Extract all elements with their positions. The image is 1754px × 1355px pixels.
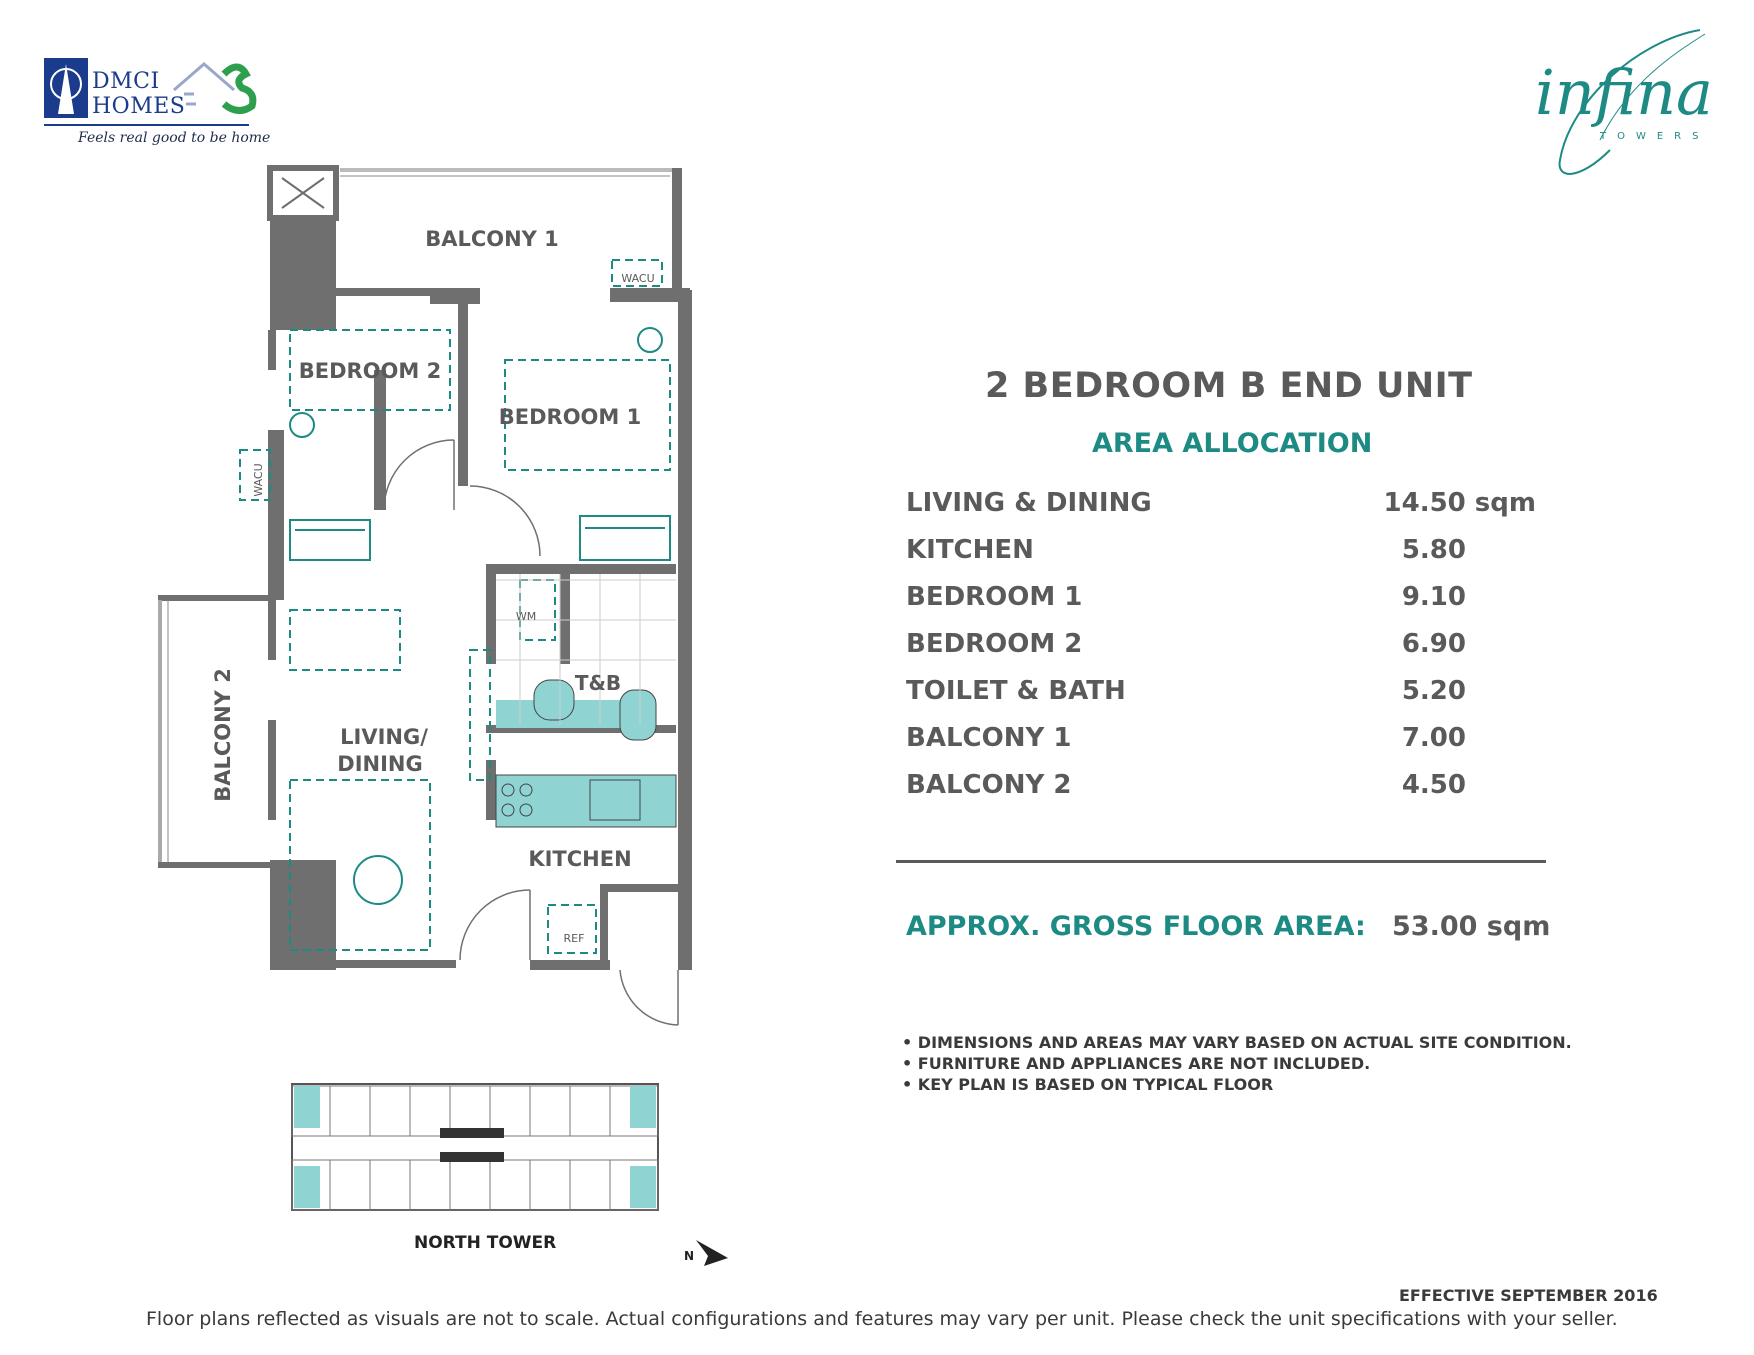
infina-towers-sub: TOWERS <box>1600 131 1710 142</box>
allocation-row <box>906 770 1536 810</box>
label-wacu-2: WACU <box>252 463 265 497</box>
area-allocation-heading: AREA ALLOCATION <box>1092 428 1373 459</box>
dmci-wordmark-line1: DMCI <box>92 69 160 94</box>
allocation-label: BEDROOM 1 <box>906 582 1083 612</box>
label-dining: DINING <box>337 752 423 776</box>
north-letter: N <box>684 1249 695 1263</box>
allocation-row <box>906 723 1536 763</box>
dmci-tagline: Feels real good to be home <box>78 130 271 146</box>
bathroom-fixtures <box>496 574 676 740</box>
label-living: LIVING/ <box>340 725 428 749</box>
allocation-label: KITCHEN <box>906 535 1034 565</box>
allocation-row <box>906 676 1536 716</box>
kitchen-counter <box>496 775 676 827</box>
allocation-value: 6.90 <box>1401 629 1466 659</box>
key-plan-tower-label: NORTH TOWER <box>414 1233 557 1253</box>
note-item: • DIMENSIONS AND AREAS MAY VARY BASED ON ACTUAL SITE CONDITION. <box>902 1033 1572 1052</box>
note-item: • FURNITURE AND APPLIANCES ARE NOT INCLUDED. <box>902 1054 1371 1073</box>
allocation-value: 4.50 <box>1401 770 1466 800</box>
allocation-label: TOILET & BATH <box>906 676 1126 706</box>
floor-plan <box>150 160 700 1030</box>
key-plan <box>290 1082 660 1212</box>
label-wm: WM <box>515 610 537 623</box>
allocation-row <box>906 488 1536 528</box>
gross-area-label: APPROX. GROSS FLOOR AREA: <box>906 911 1366 942</box>
allocation-value: 14.50 sqm <box>1383 488 1536 518</box>
allocation-label: BALCONY 2 <box>906 770 1072 800</box>
label-bedroom-2: BEDROOM 2 <box>298 359 442 383</box>
label-balcony-2: BALCONY 2 <box>211 668 235 802</box>
unit-title: 2 BEDROOM B END UNIT <box>985 366 1473 406</box>
allocation-value: 5.20 <box>1401 676 1466 706</box>
allocation-row <box>906 629 1536 669</box>
allocation-row <box>906 535 1536 575</box>
infina-wordmark: infina <box>1535 56 1714 129</box>
label-balcony-1: BALCONY 1 <box>425 227 559 251</box>
north-arrow-icon <box>678 1232 730 1270</box>
label-tb: T&B <box>574 671 622 695</box>
label-kitchen: KITCHEN <box>528 847 632 871</box>
allocation-label: LIVING & DINING <box>906 488 1152 518</box>
allocation-label: BALCONY 1 <box>906 723 1072 753</box>
label-ref: REF <box>563 932 585 945</box>
allocation-value: 9.10 <box>1401 582 1466 612</box>
label-bedroom-1: BEDROOM 1 <box>498 405 642 429</box>
gross-area-value: 53.00 sqm <box>1392 911 1551 942</box>
wardrobes <box>290 516 670 560</box>
note-item: • KEY PLAN IS BASED ON TYPICAL FLOOR <box>902 1075 1274 1094</box>
allocation-value: 5.80 <box>1401 535 1466 565</box>
allocation-row <box>906 582 1536 622</box>
allocation-value: 7.00 <box>1401 723 1466 753</box>
effective-date: EFFECTIVE SEPTEMBER 2016 <box>1399 1286 1658 1305</box>
dmci-wordmark-line2: HOMES <box>92 94 186 119</box>
divider-rule <box>896 860 1546 863</box>
disclaimer-text: Floor plans reflected as visuals are not to scale. Actual configurations and features may vary per unit. Please check the unit specifications with your seller. <box>146 1308 1618 1330</box>
allocation-label: BEDROOM 2 <box>906 629 1083 659</box>
label-wacu-1: WACU <box>621 272 655 285</box>
